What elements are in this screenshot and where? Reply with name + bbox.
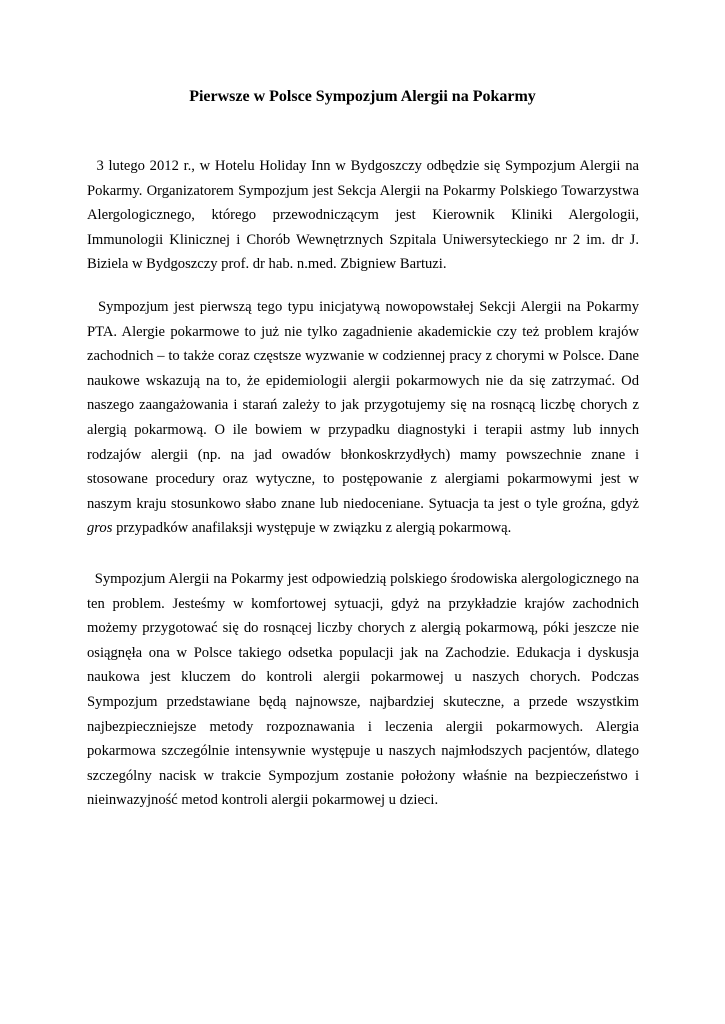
paragraph-2	[87, 295, 639, 541]
document-title: Pierwsze w Polsce Sympozjum Alergii na Pokarmy	[189, 88, 536, 105]
paragraph-indent	[87, 299, 98, 315]
paragraph-indent	[87, 571, 95, 587]
paragraph-3-text: Sympozjum Alergii na Pokarmy jest odpowiedzią polskiego środowiska alergologicznego na ten problem. Jesteśmy w komfortowej sytuacji, gdyż na przykładzie krajów zachodnich możemy przygotować się do rosnącej liczby chorych z alergią pokarmową, póki jeszcze nie osiągnęła ona w Polsce takiego odsetka populacji jak na Zachodzie. Edukacja i dyskusja naukowa jest kluczem do kontroli alergii pokarmowej u naszych chorych. Podczas Sympozjum przedstawiane będą najnowsze, najbardziej skuteczne, a przede wszystkim najbezpieczniejsze metody rozpoznawania i leczenia alergii pokarmowych. Alergia pokarmowa szczególnie intensywnie występuje u naszych najmłodszych pacjentów, dlatego szczególny nacisk w trakcie Sympozjum zostanie położony właśnie na bezpieczeństwo i nieinwazyjność metod kontroli alergii pokarmowej u dzieci.	[87, 571, 640, 809]
italic-term: gros	[87, 520, 113, 537]
paragraph-2-tail: przypadków anafilaksji występuje w związku z alergią pokarmową.	[112, 520, 512, 537]
paragraph-3	[87, 567, 639, 813]
paragraph-1	[87, 154, 639, 277]
paragraph-1-text: 3 lutego 2012 r., w Hotelu Holiday Inn w Bydgoszczy odbędzie się Sympozjum Alergii na Pokarmy. Organizatorem Sympozjum jest Sekcja Alergii na Pokarmy Polskiego Towarzystwa Alergologicznego, którego przewodniczącym jest Kierownik Kliniki Alergologii, Immunologii Klinicznej i Chorób Wewnętrznych Szpitala Uniwersyteckiego nr 2 im. dr J. Biziela w Bydgoszczy prof. dr hab. n.med. Zbigniew Bartuzi.	[87, 158, 639, 273]
paragraph-2-text: Sympozjum jest pierwszą tego typu inicjatywą nowopowstałej Sekcji Alergii na Pokarmy PTA. Alergie pokarmowe to już nie tylko zagadnienie akademickie czy też problem krajów zachodnich – to także coraz częstsze wyzwanie w codziennej pracy z chorymi w Polsce. Dane naukowe wskazują na to, że epidemiologii alergii pokarmowych nie da się zatrzymać. Od naszego zaangażowania i starań zależy to jak przygotujemy się na rosnącą liczbę chorych z alergią pokarmową. O ile bowiem w przypadku diagnostyki i terapii astmy lub innych rodzajów alergii (np. na jad owadów błonkoskrzydłych) mamy powszechnie znane i stosowane procedury oraz wytyczne, to postępowanie z alergiami pokarmowymi jest w naszym kraju stosunkowo słabo znane lub niedoceniane. Sytuacja ta jest o tyle groźna, gdyż	[87, 299, 639, 512]
